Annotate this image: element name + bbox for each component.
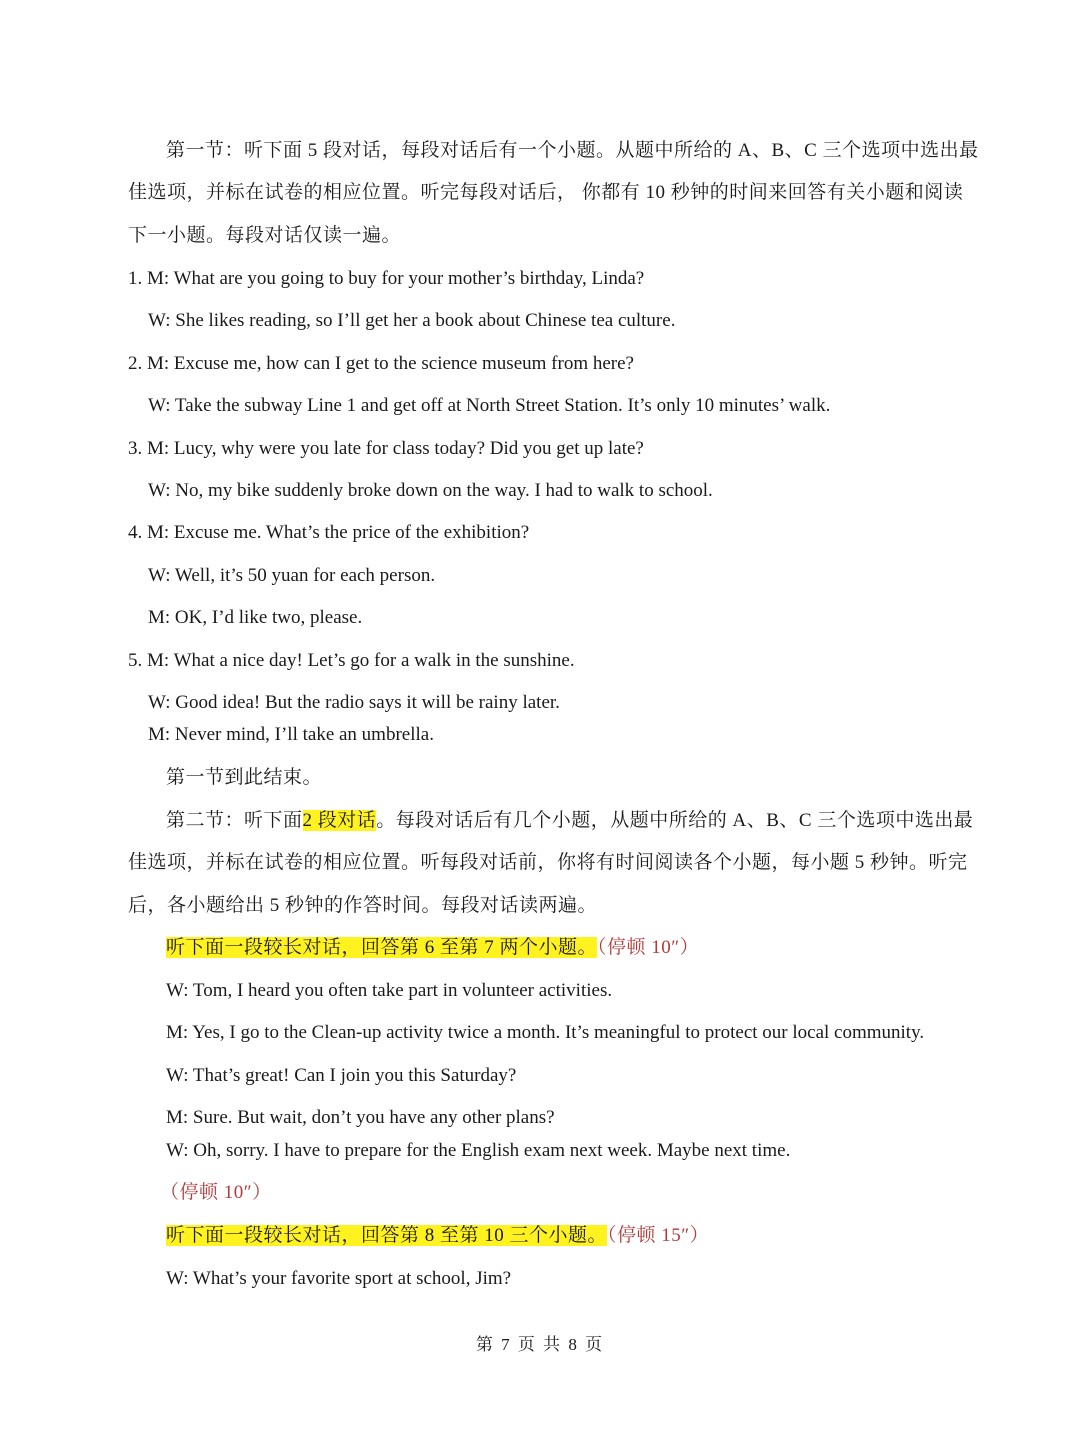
dialog1-line: W: Tom, I heard you often take part in volunteer activities. [166,980,613,1001]
item4-question: 4. M: Excuse me. What’s the price of the exhibition? [128,522,530,543]
item5-answer: W: Good idea! But the radio says it will be rainy later. [148,692,560,713]
page-number-footer: 第 7 页 共 8 页 [475,1335,605,1354]
item5-question: 5. M: What a nice day! Let’s go for a walk in the sunshine. [128,650,575,671]
section1-intro-line1: 第一节：听下面 5 段对话，每段对话后有一个小题。从题中所给的 A、B、C 三个选项中选出最 [166,140,979,161]
dialog1-line: M: Yes, I go to the Clean-up activity twice a month. It’s meaningful to protect our local community. [166,1022,925,1043]
section2-intro-line3: 后，各小题给出 5 秒钟的作答时间。每段对话读两遍。 [128,895,598,916]
dialog2-heading: 听下面一段较长对话，回答第 8 至第 10 三个小题。 [166,1225,608,1246]
item2-question: 2. M: Excuse me, how can I get to the science museum from here? [128,353,634,374]
item2-answer: W: Take the subway Line 1 and get off at North Street Station. It’s only 10 minutes’ walk. [148,395,831,416]
dialog2-line: W: What’s your favorite sport at school, Jim? [166,1268,512,1289]
dialog1-line: W: That’s great! Can I join you this Saturday? [166,1065,517,1086]
dialog1-pause: （停顿 10″） [597,937,700,958]
section1-intro-line2: 佳选项，并标在试卷的相应位置。听完每段对话后， 你都有 10 秒钟的时间来回答有关小题和阅读 [128,182,964,203]
section1-intro-line3: 下一小题。每段对话仅读一遍。 [128,225,402,246]
dialog1-line: W: Oh, sorry. I have to prepare for the English exam next week. Maybe next time. [166,1140,791,1161]
section1-end: 第一节到此结束。 [166,767,323,788]
item1-answer: W: She likes reading, so I’ll get her a book about Chinese tea culture. [148,310,676,331]
dialog1-end-pause: （停顿 10″） [160,1182,272,1203]
item5-reply: M: Never mind, I’ll take an umbrella. [148,724,434,745]
section2-intro-line1 [166,808,973,834]
dialog2-heading-row [166,1223,709,1249]
dialog1-heading: 听下面一段较长对话，回答第 6 至第 7 两个小题。 [166,937,598,958]
section2-intro-pre: 第二节：听下面 [166,810,303,831]
section2-intro-post: 。每段对话后有几个小题，从题中所给的 A、B、C 三个选项中选出最 [376,810,974,831]
dialog1-line: M: Sure. But wait, don’t you have any other plans? [166,1107,555,1128]
dialog1-heading-row [166,935,699,961]
item3-question: 3. M: Lucy, why were you late for class today? Did you get up late? [128,438,644,459]
item4-answer: W: Well, it’s 50 yuan for each person. [148,565,436,586]
section2-intro-highlight: 2 段对话 [302,810,377,831]
item3-answer: W: No, my bike suddenly broke down on the way. I had to walk to school. [148,480,713,501]
item4-reply: M: OK, I’d like two, please. [148,607,363,628]
section2-intro-line2: 佳选项，并标在试卷的相应位置。听每段对话前，你将有时间阅读各个小题，每小题 5 秒钟。听完 [128,852,968,873]
item1-question: 1. M: What are you going to buy for your mother’s birthday, Linda? [128,268,645,289]
dialog2-pause: （停顿 15″） [607,1225,710,1246]
